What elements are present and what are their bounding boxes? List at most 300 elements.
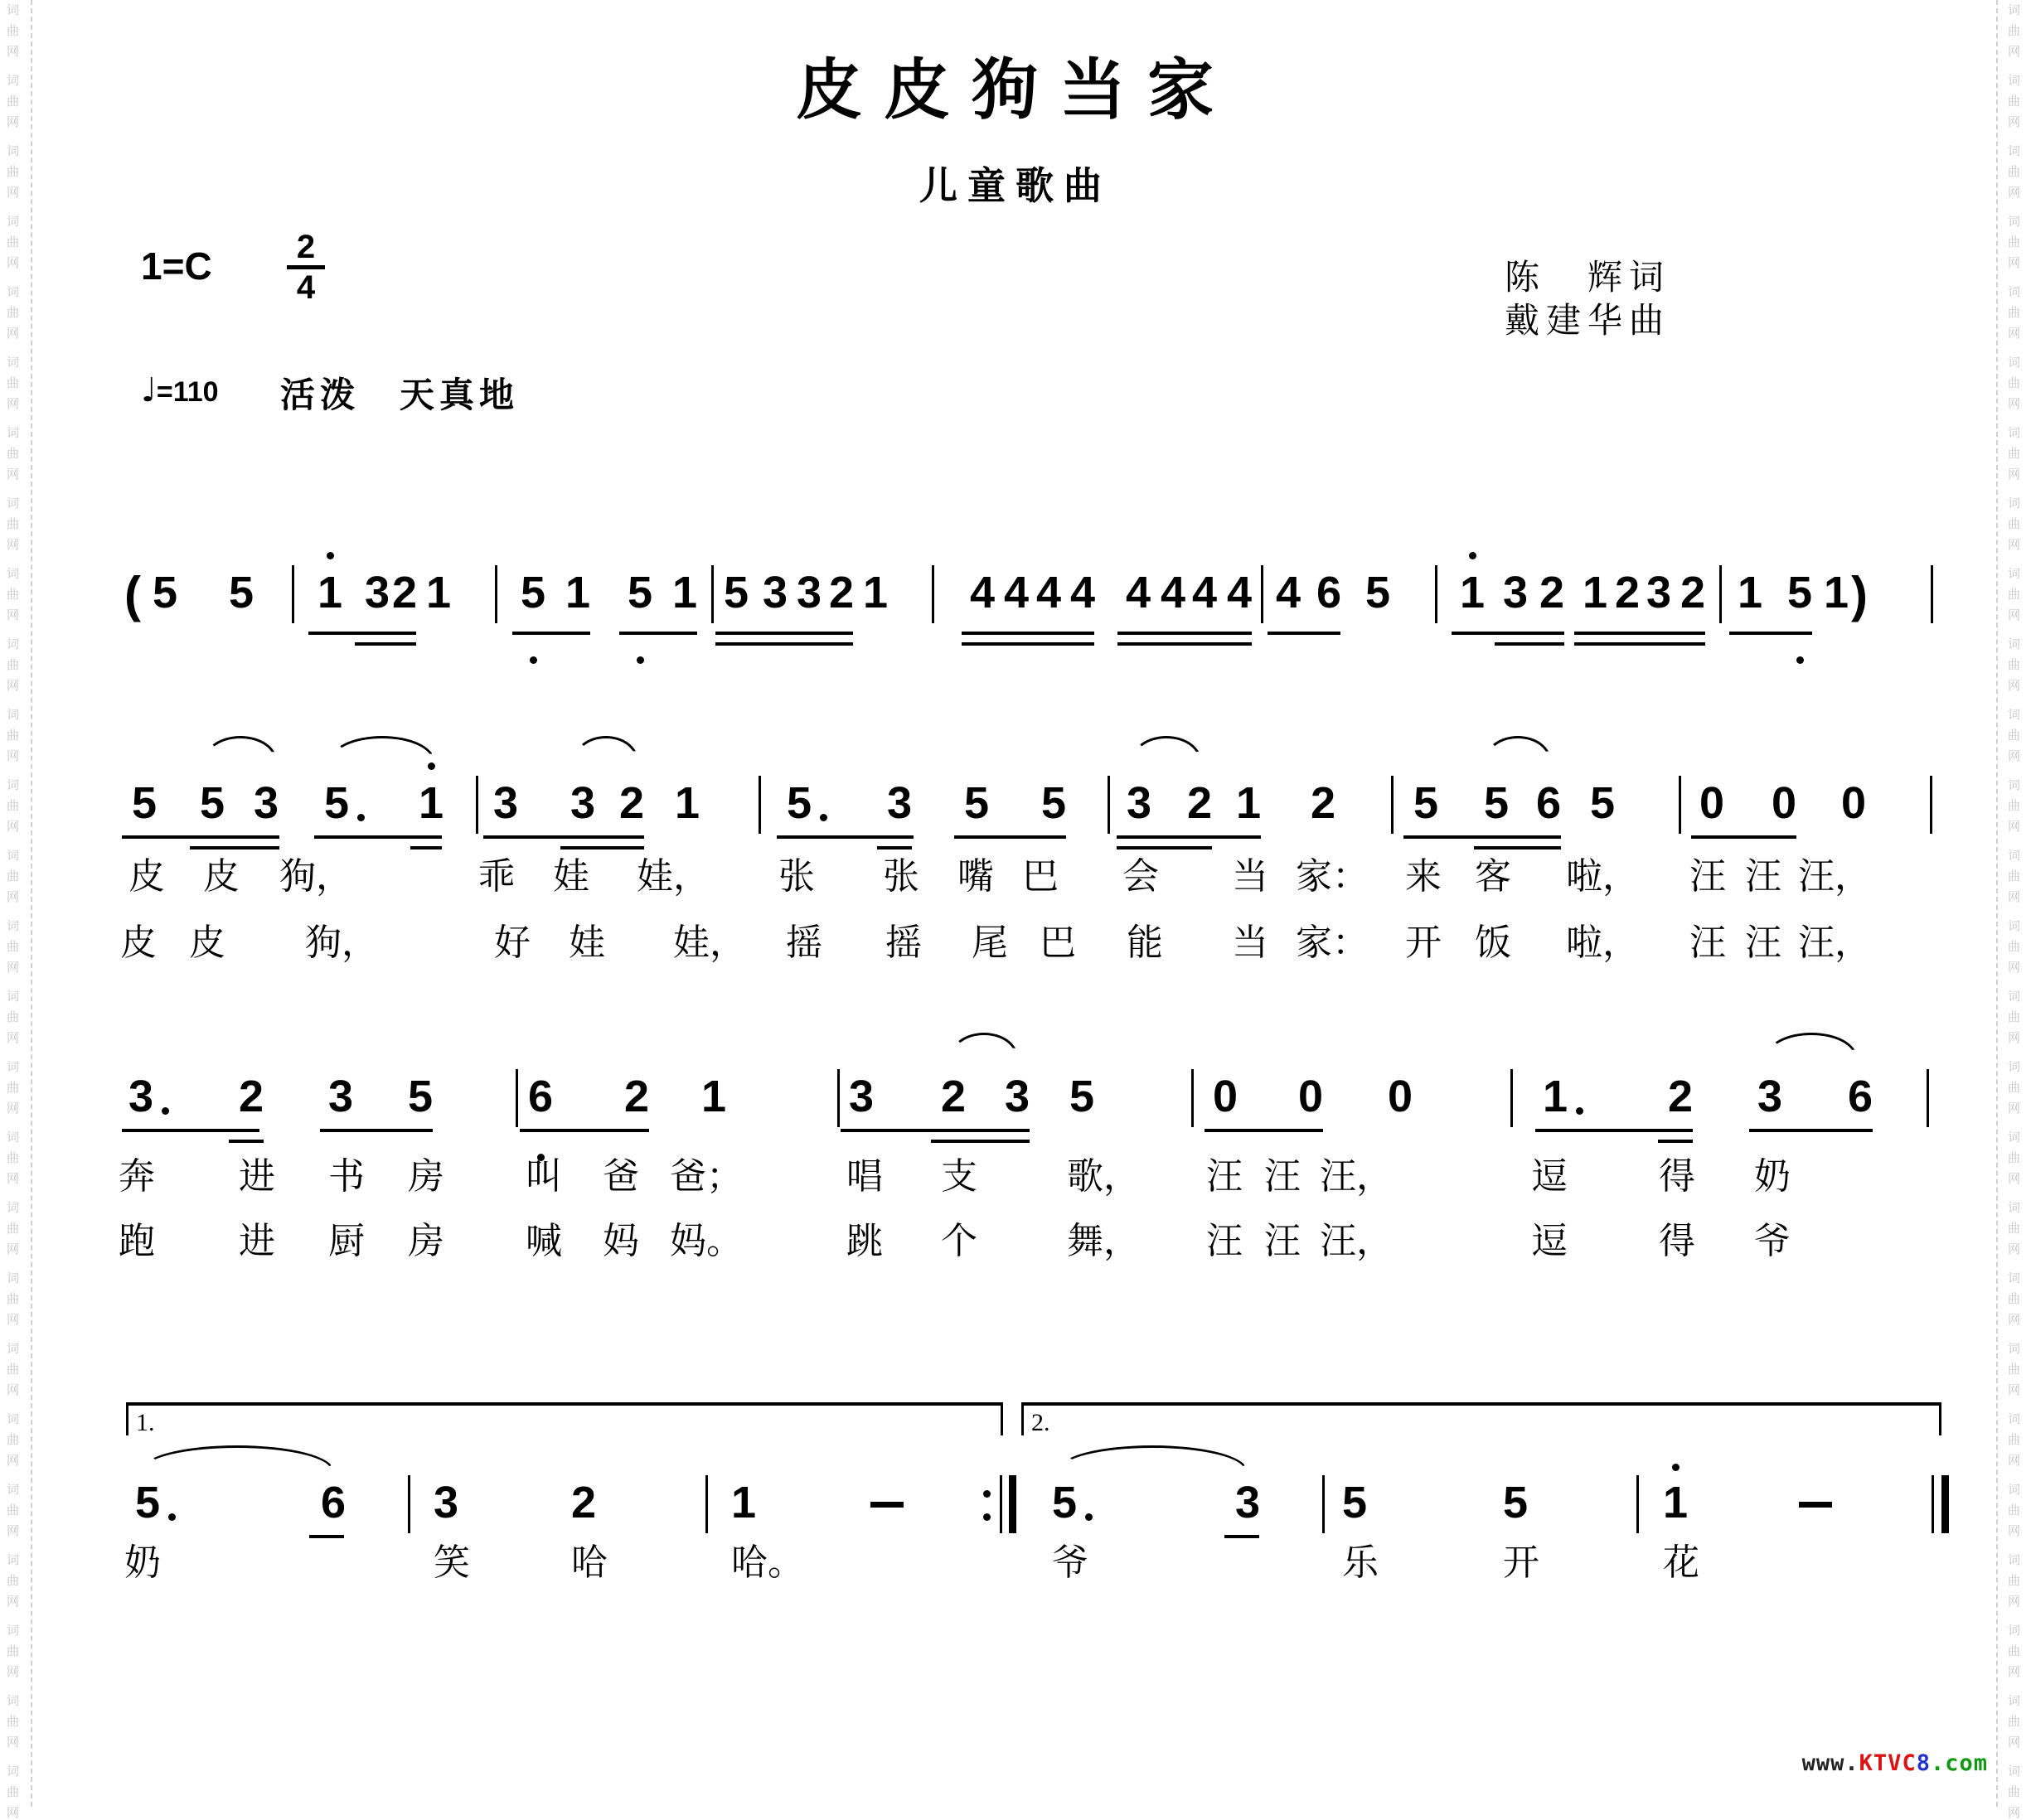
note-digit: 3 [254, 778, 279, 828]
side-watermark-char: 网 [7, 1455, 20, 1468]
side-watermark-char: 词 [2008, 849, 2021, 863]
lyric-syllable: 皮 [120, 922, 157, 963]
side-watermark-char: 网 [7, 398, 20, 411]
side-watermark-char: 词 [2008, 1484, 2021, 1497]
side-watermark-char: 曲 [7, 1152, 20, 1165]
octave-dot-low [530, 656, 537, 664]
expression-marking: 活泼 天真地 [280, 377, 520, 415]
slur [204, 736, 277, 761]
right-dashed-border [1996, 0, 1998, 1807]
beam [777, 835, 914, 839]
lyric-syllable: 得 [1659, 1156, 1695, 1197]
barline [408, 1475, 410, 1533]
lyric-syllable: 饭 [1475, 922, 1511, 963]
side-watermark-char: 词 [2008, 1202, 2021, 1215]
side-watermark-char: 词 [2008, 75, 2021, 88]
side-watermark-char: 词 [7, 1695, 20, 1708]
lyric-syllable: 唱 [846, 1156, 883, 1197]
side-watermark-char: 网 [7, 468, 20, 482]
barline [711, 565, 714, 623]
side-watermark-char: 词 [7, 497, 20, 511]
side-watermark-char: 曲 [2008, 1645, 2021, 1658]
beam [962, 632, 1094, 635]
note-digit: 1 [317, 568, 343, 617]
beam [1535, 1129, 1693, 1132]
beam [715, 642, 853, 646]
note-digit: 6 [321, 1478, 347, 1527]
note-digit: 0 [1841, 778, 1867, 828]
lyric-syllable: 个 [941, 1221, 977, 1261]
side-watermark-char: 曲 [2008, 1575, 2021, 1588]
note-digit: 5 [724, 568, 749, 617]
side-watermark-char: 词 [7, 75, 20, 88]
lyric-syllable: 皮 [203, 856, 240, 897]
beam [122, 835, 279, 839]
side-watermark-char: 曲 [7, 659, 20, 672]
note-digit: 1 [1738, 568, 1763, 617]
lyric-syllable: 客 [1475, 856, 1511, 897]
side-watermark-char: 网 [7, 1243, 20, 1256]
beam [841, 1129, 1030, 1132]
note-digit: 0 [1298, 1072, 1324, 1121]
side-watermark-char: 词 [7, 1624, 20, 1638]
side-watermark-char: 网 [2008, 468, 2021, 482]
repeat-barline-thick [1009, 1475, 1016, 1533]
lyric-syllable: 支 [941, 1156, 977, 1197]
side-watermark-char: 曲 [7, 1363, 20, 1377]
side-watermark-char: 词 [7, 1413, 20, 1426]
note-digit: 2 [239, 1072, 264, 1121]
note-digit: 1 [731, 1478, 757, 1527]
note-digit: 6 [1316, 568, 1342, 617]
augmentation-dot [357, 814, 365, 821]
note-digit: 3 [763, 568, 788, 617]
lyric-syllable: 哈 [571, 1542, 608, 1583]
augmentation-dot [820, 814, 827, 821]
side-watermark-char: 网 [2008, 1736, 2021, 1750]
side-watermark-char: 词 [2008, 1624, 2021, 1638]
side-watermark-char: 曲 [7, 729, 20, 743]
side-watermark-char: 词 [2008, 215, 2021, 229]
note-digit: 5 [964, 778, 990, 828]
note-digit: 3 [493, 778, 519, 828]
beam [1658, 1140, 1693, 1143]
lyric-syllable: 汪 [1689, 856, 1726, 897]
side-watermark-char: 曲 [7, 448, 20, 461]
volta-bracket [126, 1402, 1003, 1435]
song-title: 皮皮狗当家 [796, 55, 1235, 128]
lyric-syllable: 巴 [1022, 856, 1059, 897]
side-watermark-char: 网 [2008, 257, 2021, 270]
note-digit: 5 [521, 568, 546, 617]
quarter-note-icon: ♩ [141, 371, 157, 409]
octave-dot-high [1672, 1464, 1680, 1471]
repeat-dot [983, 1513, 991, 1521]
side-watermark-char: 曲 [2008, 1222, 2021, 1236]
lyric-syllable: 嘴 [957, 856, 994, 897]
note-digit: 5 [787, 778, 812, 828]
side-watermark-char: 曲 [2008, 1363, 2021, 1377]
beam [962, 642, 1094, 646]
side-watermark-char: 词 [2008, 1413, 2021, 1426]
side-watermark-char: 网 [2008, 609, 2021, 622]
note-digit: 6 [528, 1072, 554, 1121]
lyric-syllable: 奶 [124, 1542, 161, 1583]
lyric-syllable: 爸 [603, 1156, 639, 1197]
lyric-syllable: 妈。 [670, 1221, 743, 1261]
side-watermark-char: 网 [2008, 1666, 2021, 1679]
parenthesis: ( [124, 567, 141, 622]
side-watermark-char: 词 [7, 1554, 20, 1567]
lyric-syllable: 娃 [569, 922, 605, 963]
side-watermark-char: 曲 [2008, 588, 2021, 602]
lyric-syllable: 张 [883, 856, 919, 897]
beam [1749, 1129, 1873, 1132]
note-digit: 3 [1646, 568, 1672, 617]
repeat-barline-thin [1000, 1475, 1002, 1533]
lyric-syllable: 开 [1503, 1542, 1539, 1583]
side-watermark-char: 曲 [7, 1575, 20, 1588]
slur [1132, 736, 1201, 761]
augmentation-dot [1576, 1107, 1583, 1115]
side-watermark-char: 网 [7, 327, 20, 341]
lyric-syllable: 啦， [1566, 922, 1639, 963]
lyric-syllable: 尾 [972, 922, 1008, 963]
beam [122, 1129, 259, 1132]
side-watermark-char: 网 [2008, 680, 2021, 693]
beam [1729, 632, 1812, 635]
lyric-syllable: 巴 [1040, 922, 1076, 963]
side-watermark-char: 词 [7, 779, 20, 792]
side-watermark-char: 网 [7, 1666, 20, 1679]
side-watermark-char: 曲 [7, 1786, 20, 1799]
side-watermark-char: 词 [7, 568, 20, 581]
beam [1452, 632, 1564, 635]
barline [1930, 776, 1932, 834]
side-watermark-char: 网 [2008, 46, 2021, 59]
composer-credit: 戴建华曲 [1505, 303, 1671, 341]
note-digit: 3 [1757, 1072, 1783, 1121]
side-watermark-char: 网 [2008, 1102, 2021, 1116]
side-watermark-char: 曲 [2008, 518, 2021, 531]
note-digit: 5 [132, 778, 158, 828]
side-watermark-char: 词 [7, 1061, 20, 1074]
lyric-syllable: 开 [1405, 922, 1442, 963]
note-digit: 1 [426, 568, 452, 617]
lyric-syllable: 奔 [119, 1156, 155, 1197]
side-watermark-char: 网 [7, 257, 20, 270]
beam [1205, 1129, 1323, 1132]
lyric-syllable: 汪 [1689, 922, 1726, 963]
parenthesis: ) [1851, 567, 1868, 622]
barline [495, 565, 497, 623]
note-digit: 5 [1069, 1072, 1095, 1121]
octave-dot-high [1469, 552, 1476, 559]
side-watermark-char: 网 [7, 186, 20, 200]
note-digit: 5 [1365, 568, 1391, 617]
note-digit: 5 [1041, 778, 1067, 828]
lyric-syllable: 房 [408, 1221, 444, 1261]
side-watermark-char: 曲 [7, 800, 20, 813]
note-digit: 1 [672, 568, 698, 617]
side-watermark-char: 词 [7, 215, 20, 229]
barline [1679, 776, 1681, 834]
lyric-syllable: 汪 [1206, 1221, 1243, 1261]
note-digit: 2 [1680, 568, 1706, 617]
beam [931, 1140, 1030, 1143]
side-watermark-char: 网 [2008, 116, 2021, 129]
side-watermark-char: 网 [2008, 1032, 2021, 1045]
side-watermark-char: 曲 [2008, 1786, 2021, 1799]
side-watermark-char: 网 [2008, 327, 2021, 341]
slur [1485, 736, 1551, 761]
side-watermark-char: 曲 [7, 1011, 20, 1024]
side-watermark-char: 曲 [7, 25, 20, 38]
note-digit: 4 [1126, 568, 1151, 617]
beam [1117, 632, 1252, 635]
side-watermark-char: 曲 [2008, 166, 2021, 179]
beam [308, 632, 416, 635]
lyric-syllable: 汪， [1798, 922, 1871, 963]
barline [932, 565, 934, 623]
note-digit: 3 [887, 778, 913, 828]
side-watermark-char: 词 [7, 709, 20, 722]
note-digit: 2 [1668, 1072, 1694, 1121]
note-digit: 3 [1235, 1478, 1261, 1527]
side-watermark-char: 曲 [2008, 448, 2021, 461]
note-digit: 4 [1036, 568, 1062, 617]
beam [1224, 1535, 1259, 1538]
side-watermark-char: 网 [2008, 1455, 2021, 1468]
side-watermark-char: 网 [7, 1102, 20, 1116]
side-watermark-char: 曲 [2008, 659, 2021, 672]
note-digit: 3 [570, 778, 596, 828]
barline [292, 565, 294, 623]
side-watermark-char: 曲 [2008, 307, 2021, 320]
side-watermark-char: 曲 [7, 307, 20, 320]
beam [512, 632, 590, 635]
lyric-syllable: 跳 [846, 1221, 883, 1261]
lyric-syllable: 爷 [1052, 1542, 1088, 1583]
side-watermark-char: 词 [7, 1202, 20, 1215]
barline [516, 1069, 518, 1127]
slur [330, 736, 434, 761]
note-digit: 4 [970, 568, 996, 617]
side-watermark-char: 词 [2008, 145, 2021, 158]
side-watermark-char: 网 [2008, 1314, 2021, 1327]
time-signature-denominator: 4 [296, 269, 316, 306]
barline [1261, 565, 1263, 623]
beam [877, 846, 912, 849]
note-digit: 1 [565, 568, 591, 617]
beam [229, 1140, 264, 1143]
note-digit: 4 [1276, 568, 1301, 617]
barline [1391, 776, 1394, 834]
octave-dot-high [327, 552, 334, 559]
lyric-syllable: 汪， [1798, 856, 1871, 897]
lyric-syllable: 汪 [1745, 922, 1781, 963]
beam [560, 846, 644, 849]
note-digit: 1 [1663, 1478, 1689, 1527]
side-watermark-char: 曲 [2008, 1293, 2021, 1306]
barline [1191, 1069, 1194, 1127]
side-watermark-char: 网 [7, 891, 20, 904]
side-watermark-char: 网 [2008, 820, 2021, 834]
side-watermark-char: 词 [2008, 920, 2021, 933]
lyric-syllable: 进 [239, 1221, 275, 1261]
lyric-syllable: 会 [1122, 856, 1159, 897]
augmentation-dot [168, 1513, 176, 1521]
lyric-syllable: 汪 [1264, 1156, 1301, 1197]
side-watermark-char: 网 [2008, 186, 2021, 200]
side-watermark-char: 网 [2008, 1243, 2021, 1256]
beam [1495, 642, 1564, 646]
note-digit: 3 [1005, 1072, 1030, 1121]
barline [1510, 1069, 1513, 1127]
song-subtitle: 儿童歌曲 [919, 165, 1112, 207]
lyric-syllable: 叫 [526, 1156, 562, 1197]
note-digit: 0 [1388, 1072, 1413, 1121]
beam [309, 1535, 344, 1538]
lyric-syllable: 啦， [1566, 856, 1639, 897]
side-watermark-char: 网 [7, 46, 20, 59]
note-digit: 4 [1227, 568, 1253, 617]
side-watermark-char: 词 [7, 920, 20, 933]
side-watermark-char: 词 [7, 1131, 20, 1145]
note-digit: 5 [1590, 778, 1616, 828]
note-digit: 2 [392, 568, 418, 617]
lyric-syllable: 喊 [526, 1221, 562, 1261]
side-watermark-char: 网 [2008, 891, 2021, 904]
beam [314, 835, 442, 839]
lyric-syllable: 花 [1663, 1542, 1699, 1583]
note-digit: 1 [1583, 568, 1608, 617]
side-watermark-char: 曲 [2008, 729, 2021, 743]
lyric-syllable: 跑 [119, 1221, 155, 1261]
site-url-watermark [1802, 1750, 1988, 1776]
note-digit: 1 [419, 778, 444, 828]
side-watermark-char: 曲 [2008, 800, 2021, 813]
side-watermark-char: 网 [2008, 1595, 2021, 1609]
side-watermark-char: 网 [7, 1314, 20, 1327]
note-digit: 3 [1127, 778, 1152, 828]
note-digit: 5 [408, 1072, 434, 1121]
beam [410, 846, 442, 849]
side-watermark-char: 词 [2008, 990, 2021, 1004]
slur [1766, 1033, 1857, 1058]
side-watermark-char: 网 [2008, 961, 2021, 975]
beam [355, 642, 416, 646]
side-watermark-char: 曲 [7, 941, 20, 954]
beam [954, 835, 1066, 839]
side-watermark-char: 网 [7, 1807, 20, 1820]
note-digit: 5 [135, 1478, 161, 1527]
side-watermark-char: 曲 [2008, 1152, 2021, 1165]
barline [1636, 1475, 1639, 1533]
side-watermark-char: 网 [7, 116, 20, 129]
side-watermark-char: 曲 [2008, 1434, 2021, 1447]
lyric-syllable: 当 [1232, 856, 1268, 897]
slur [141, 1445, 333, 1470]
side-watermark-char: 网 [7, 750, 20, 763]
volta-bracket [1021, 1402, 1941, 1435]
lyric-syllable: 摇 [885, 922, 922, 963]
barline [476, 776, 478, 834]
lyric-syllable: 妈 [603, 1221, 639, 1261]
side-watermark-char: 词 [2008, 497, 2021, 511]
side-watermark-char: 曲 [2008, 1504, 2021, 1517]
side-watermark-char: 词 [2008, 638, 2021, 651]
side-watermark-char: 曲 [7, 588, 20, 602]
slur [574, 736, 638, 761]
note-digit: 2 [1311, 778, 1336, 828]
side-watermark-char: 曲 [2008, 95, 2021, 109]
side-watermark-char: 曲 [7, 870, 20, 883]
augmentation-dot [1085, 1513, 1093, 1521]
side-watermark-char: 词 [2008, 568, 2021, 581]
side-watermark-char: 曲 [7, 1082, 20, 1095]
side-watermark-char: 曲 [2008, 25, 2021, 38]
barline [1719, 565, 1722, 623]
note-digit: 5 [324, 778, 350, 828]
note-digit: 1 [863, 568, 889, 617]
side-watermark-char: 词 [2008, 356, 2021, 370]
note-digit: 0 [1213, 1072, 1238, 1121]
final-barline-thin [1932, 1475, 1934, 1533]
lyric-syllable: 当 [1232, 922, 1268, 963]
lyric-syllable: 汪， [1320, 1156, 1393, 1197]
note-digit: 6 [1848, 1072, 1873, 1121]
beam [619, 632, 697, 635]
volta-label: 2. [1031, 1409, 1050, 1436]
side-watermark-char: 网 [2008, 398, 2021, 411]
beam [1574, 632, 1705, 635]
side-watermark-char: 曲 [7, 1716, 20, 1729]
site-url-part: KTVC [1859, 1750, 1917, 1776]
beam [715, 632, 853, 635]
side-watermark-char: 词 [7, 145, 20, 158]
side-watermark-char: 曲 [7, 1504, 20, 1517]
lyric-syllable: 汪 [1206, 1156, 1243, 1197]
note-digit: 1 [675, 778, 700, 828]
barline [1108, 776, 1110, 834]
note-digit: 3 [434, 1478, 459, 1527]
side-watermark-char: 曲 [2008, 1011, 2021, 1024]
lyric-syllable: 笑 [434, 1542, 470, 1583]
side-watermark-char: 网 [7, 680, 20, 693]
barline [1927, 1069, 1929, 1127]
lyric-syllable: 乖 [478, 856, 515, 897]
side-watermark-char: 曲 [7, 1293, 20, 1306]
note-digit: 3 [365, 568, 390, 617]
note-digit: 5 [1413, 778, 1439, 828]
beam [520, 1129, 649, 1132]
beam [1474, 846, 1561, 849]
site-url-part: 8 [1916, 1750, 1931, 1776]
side-watermark-char: 词 [7, 286, 20, 299]
barline [759, 776, 761, 834]
note-digit: 5 [229, 568, 254, 617]
note-digit: 5 [200, 778, 225, 828]
side-watermark-char: 词 [7, 1343, 20, 1356]
final-barline-thick [1941, 1475, 1949, 1533]
octave-dot-high [428, 762, 435, 770]
note-digit: 5 [628, 568, 653, 617]
note-digit: 4 [1004, 568, 1030, 617]
lyric-syllable: 进 [239, 1156, 275, 1197]
lyric-syllable: 歌， [1067, 1156, 1140, 1197]
barline [705, 1475, 708, 1533]
